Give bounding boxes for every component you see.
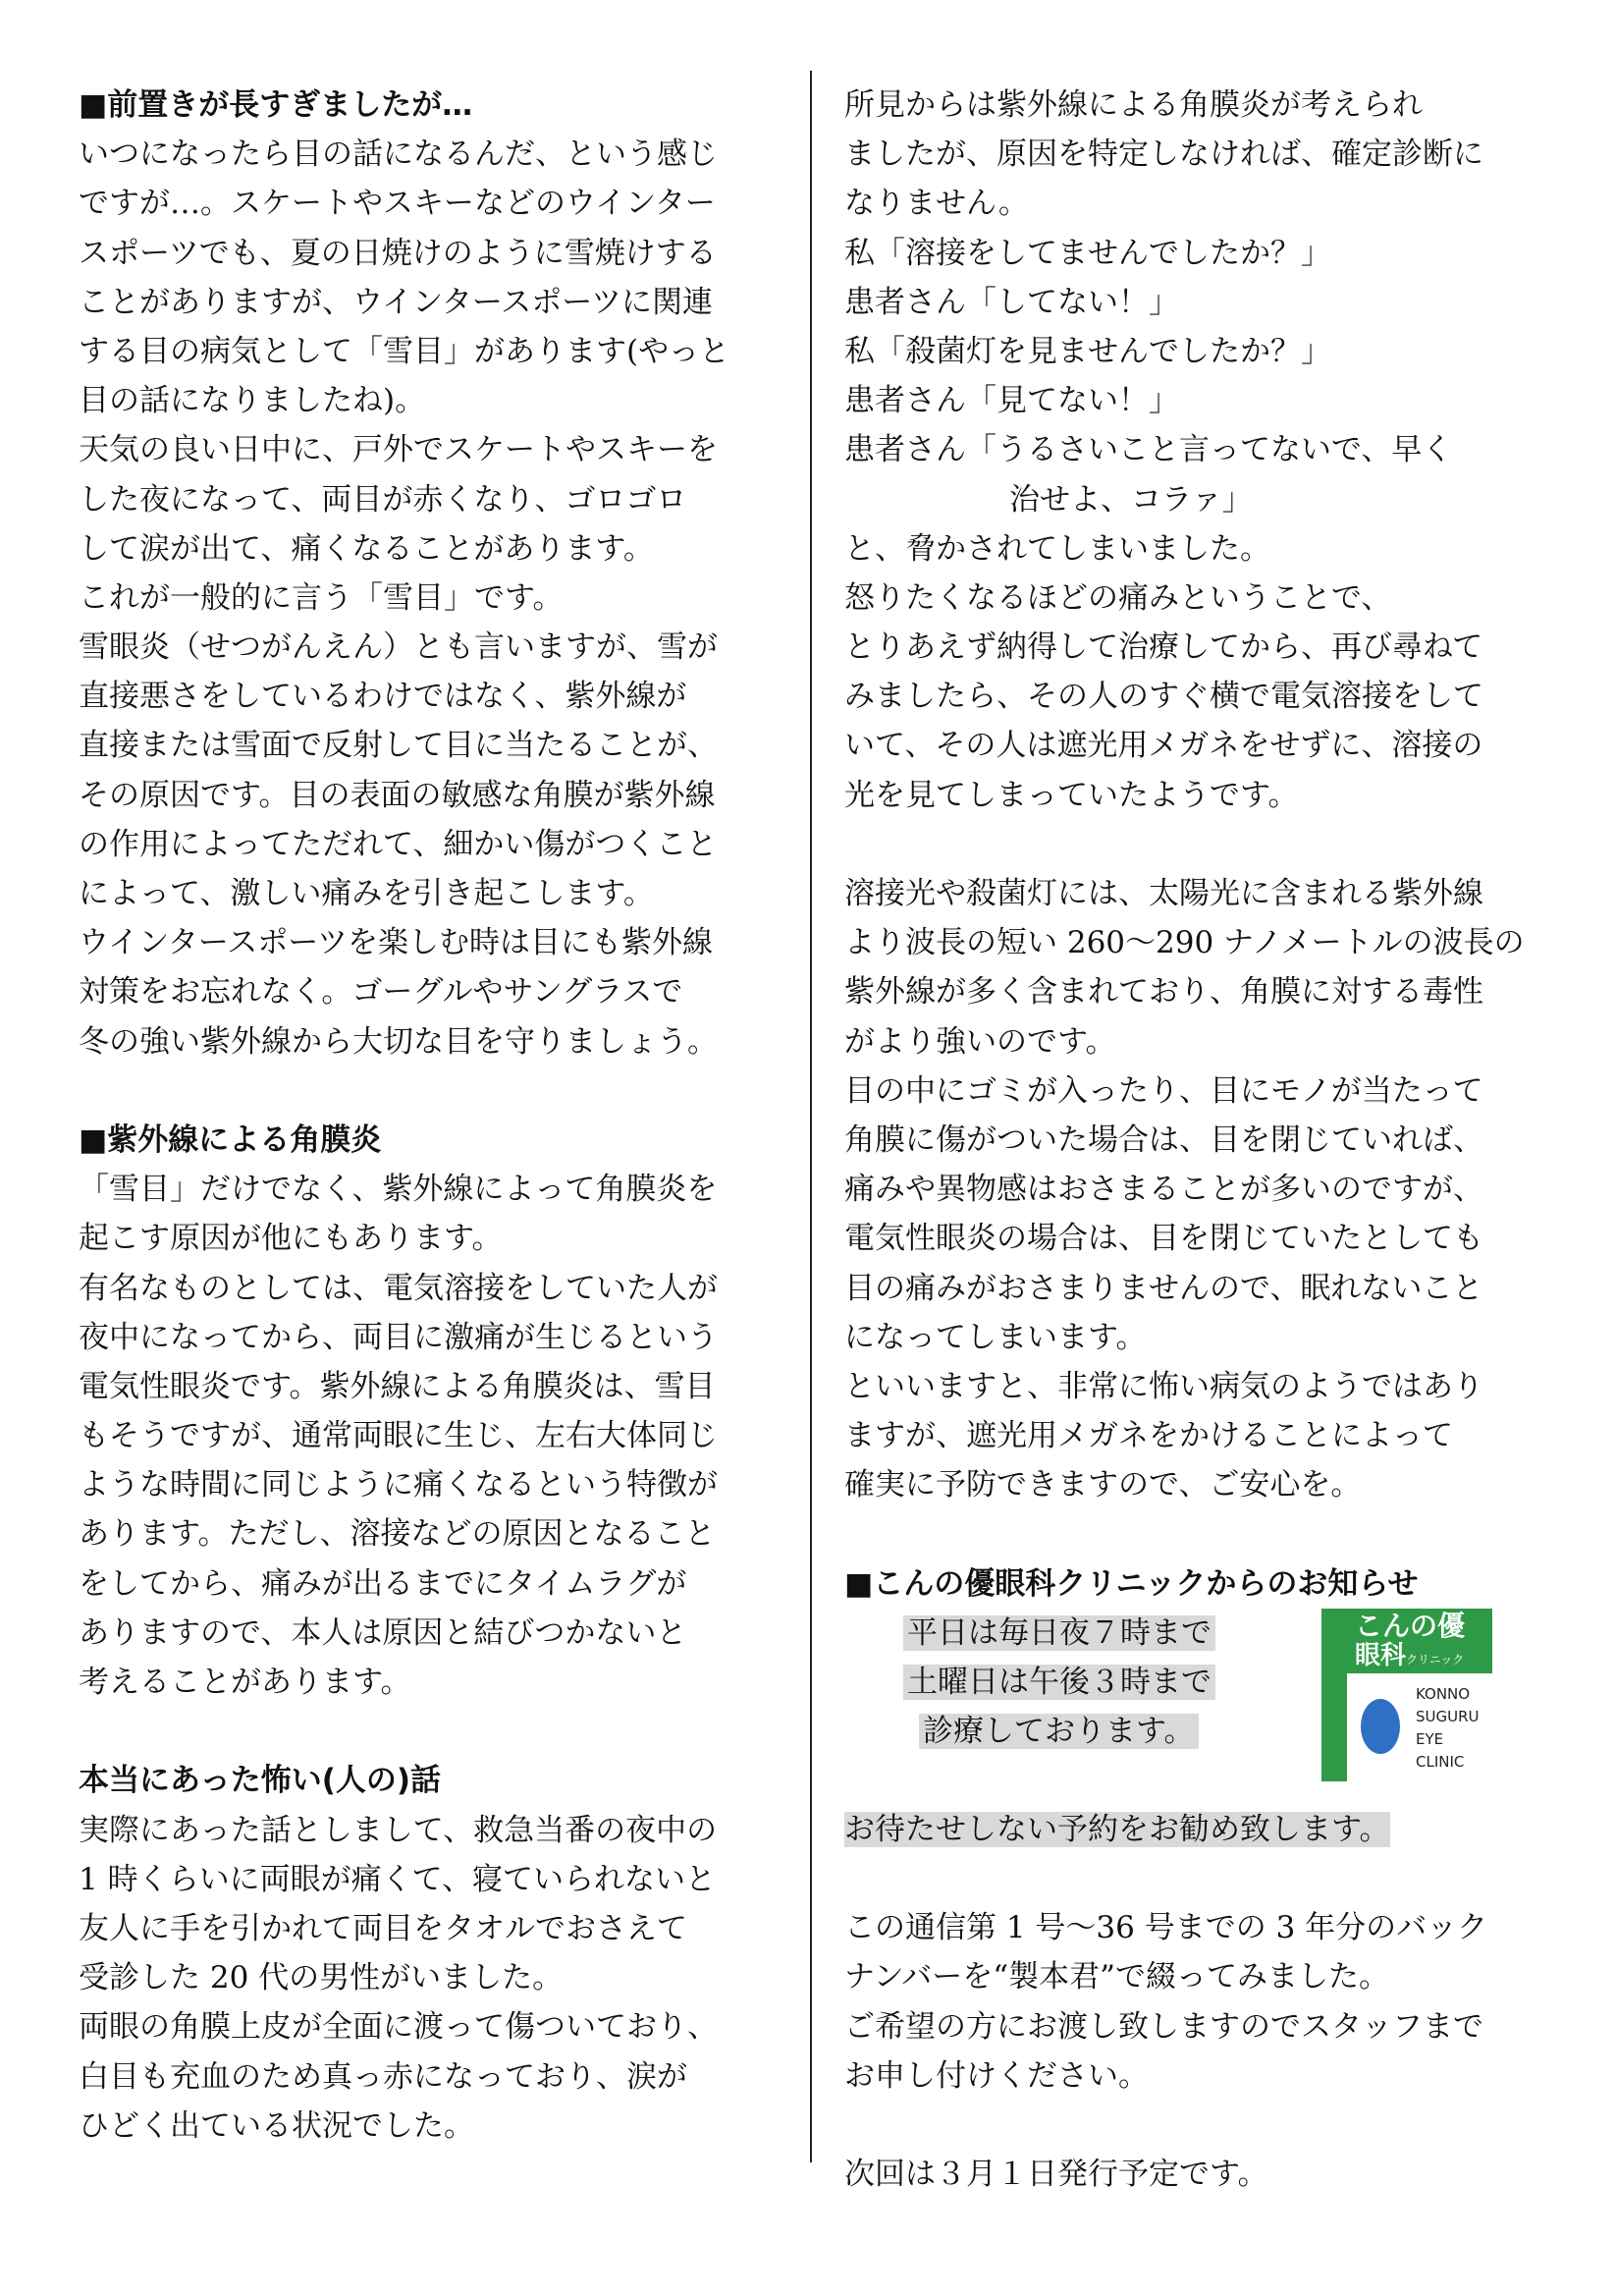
text-line: ような時間に同じように痛くなるという特徴が	[79, 1467, 718, 1503]
text-line: といいますと、非常に怖い病気のようではあり	[844, 1368, 1483, 1404]
hours-saturday: 土曜日は午後３時まで	[903, 1665, 1215, 1700]
text-line: 怒りたくなるほどの痛みということで、	[844, 579, 1392, 616]
text-line: 雪眼炎（せつがんえん）とも言いますが、雪が	[79, 629, 718, 666]
text-line: その原因です。目の表面の敏感な角膜が紫外線	[79, 777, 716, 813]
clinic-hours	[903, 1609, 1215, 1757]
section-heading-preface: ■前置きが長すぎましたが…	[79, 87, 473, 123]
clinic-notice-box	[844, 1609, 1551, 1805]
text-line: 有名なものとしては、電気溶接をしていた人が	[79, 1270, 718, 1306]
text-line: 患者さん「見てない！」	[844, 383, 1179, 419]
text-line: 対策をお忘れなく。ゴーグルやサングラスで	[79, 974, 683, 1011]
text-line: 考えることがあります。	[79, 1665, 411, 1700]
text-line: お申し付けください。	[844, 2057, 1149, 2094]
text-line: 友人に手を引かれて両目をタオルでおさえて	[79, 1910, 687, 1946]
text-line: 受診した 20 代の男性がいました。	[79, 1960, 564, 1996]
text-line: 所見からは紫外線による角膜炎が考えられ	[844, 87, 1423, 123]
text-line: 溶接光や殺菌灯には、太陽光に含まれる紫外線	[844, 876, 1483, 911]
uv-keratitis-paragraph	[79, 1165, 776, 1707]
text-line: 目の痛みがおさまりませんので、眠れないこと	[844, 1270, 1483, 1306]
text-line: 私「殺菌灯を見ませんでしたか？」	[844, 333, 1331, 369]
text-line: になってしまいます。	[844, 1319, 1147, 1355]
text-line: して涙が出て、痛くなることがあります。	[79, 530, 654, 567]
text-line: なりません。	[844, 186, 1029, 222]
text-line: より波長の短い 260～290 ナノメートルの波長の	[844, 925, 1525, 961]
text-line: 電気性眼炎です。紫外線による角膜炎は、雪目	[79, 1368, 716, 1404]
text-line: 天気の良い日中に、戸外でスケートやスキーを	[79, 432, 718, 468]
text-line: いて、その人は遮光用メガネをせずに、溶接の	[844, 728, 1483, 764]
logo-english-name: KONNO SUGURU EYE CLINIC	[1416, 1684, 1480, 1771]
section-heading-true-story: 本当にあった怖い(人の)話	[79, 1763, 442, 1799]
next-issue-note: 次回は３月１日発行予定です。	[844, 2157, 1268, 2193]
story-dialog-indent: 治せよ、コラァ」	[1009, 481, 1253, 518]
text-line: ことがありますが、ウインタースポーツに関連	[79, 284, 714, 320]
text-line: 起こす原因が他にもあります。	[79, 1221, 503, 1257]
text-line: 目の話になりましたね)。	[79, 383, 426, 419]
text-line: みましたら、その人のすぐ横で電気溶接をして	[844, 679, 1483, 715]
text-line: 1 時くらいに両眼が痛くて、寝ていられないと	[79, 1861, 716, 1897]
text-line: 紫外線が多く含まれており、角膜に対する毒性	[844, 974, 1483, 1011]
text-line: をしてから、痛みが出るまでにタイムラグが	[79, 1565, 687, 1602]
text-line: 白目も充血のため真っ赤になっており、涙が	[79, 2058, 687, 2095]
story-continued-paragraph	[844, 81, 1551, 475]
text-line: によって、激しい痛みを引き起こします。	[79, 876, 654, 911]
text-line: 角膜に傷がついた場合は、目を閉じていれば、	[844, 1121, 1483, 1158]
text-line: 痛みや異物感はおさまることが多いのですが、	[844, 1172, 1483, 1208]
text-line: 実際にあった話としまして、救急当番の夜中の	[79, 1812, 718, 1848]
text-line: これが一般的に言う「雪目」です。	[79, 579, 564, 616]
text-line: 直接または雪面で反射して目に当たることが、	[79, 728, 718, 764]
text-line: とりあえず納得して治療してから、再び尋ねて	[844, 629, 1483, 666]
welding-light-paragraph	[844, 869, 1551, 1509]
clinic-logo	[1321, 1609, 1492, 1781]
text-line: 直接悪さをしているわけではなく、紫外線が	[79, 679, 687, 715]
reservation-recommendation: お待たせしない予約をお勧め致します。	[844, 1811, 1390, 1847]
text-line: ありますので、本人は原因と結びつかないと	[79, 1614, 687, 1651]
text-line: ひどく出ている状況でした。	[79, 2107, 474, 2144]
text-line: 目の中にゴミが入ったり、目にモノが当たって	[844, 1072, 1483, 1109]
logo-name-line2: 眼科クリニック	[1355, 1640, 1465, 1670]
text-line: もそうですが、通常両眼に生じ、左右大体同じ	[79, 1418, 718, 1454]
text-line: した夜になって、両目が赤くなり、ゴロゴロ	[79, 481, 687, 518]
text-line: ナンバーを“製本君”で綴ってみました。	[844, 1959, 1389, 1995]
text-line: 患者さん「してない！」	[844, 284, 1179, 320]
text-line: ましたが、原因を特定しなければ、確定診断に	[844, 137, 1483, 173]
text-line: ウインタースポーツを楽しむ時は目にも紫外線	[79, 925, 714, 961]
text-line: 患者さん「うるさいこと言ってないで、早く	[844, 432, 1453, 468]
text-line: の作用によってただれて、細かい傷がつくこと	[79, 826, 718, 862]
section-heading-clinic-notice: ■こんの優眼科クリニックからのお知らせ	[844, 1565, 1419, 1602]
hours-note: 診療しております。	[919, 1714, 1199, 1749]
text-line: 「雪目」だけでなく、紫外線によって角膜炎を	[79, 1172, 718, 1208]
text-line: 夜中になってから、両目に激痛が生じるという	[79, 1319, 718, 1355]
text-line: この通信第 1 号～36 号までの 3 年分のバック	[844, 1910, 1488, 1946]
text-line: 確実に予防できますので、ご安心を。	[844, 1467, 1362, 1503]
logo-green-bar	[1321, 1609, 1347, 1781]
story-conclusion-paragraph	[844, 524, 1551, 820]
logo-name-line1: こんの優	[1355, 1609, 1466, 1642]
column-divider	[810, 71, 812, 2162]
text-line: あります。ただし、溶接などの原因となること	[79, 1516, 716, 1553]
left-column	[79, 81, 776, 2151]
text-line: ますが、遮光用メガネをかけることによって	[844, 1418, 1453, 1454]
text-line: ご希望の方にお渡し致しますのでスタッフまで	[844, 2008, 1483, 2045]
text-line: 電気性眼炎の場合は、目を閉じていたとしても	[844, 1221, 1483, 1257]
text-line: 冬の強い紫外線から大切な目を守りましょう。	[79, 1023, 718, 1060]
text-line: いつになったら目の話になるんだ、という感じ	[79, 137, 718, 173]
true-story-paragraph	[79, 1806, 776, 2151]
right-column	[844, 81, 1551, 2199]
preface-paragraph	[79, 130, 776, 1066]
text-line: がより強いのです。	[844, 1023, 1116, 1060]
back-numbers-paragraph	[844, 1903, 1551, 2101]
text-line: 光を見てしまっていたようです。	[844, 777, 1299, 813]
text-line: する目の病気として「雪目」があります(やっと	[79, 333, 730, 369]
text-line: スポーツでも、夏の日焼けのように雪焼けする	[79, 235, 717, 271]
text-line: 私「溶接をしてませんでしたか？」	[844, 235, 1331, 271]
hours-weekday: 平日は毎日夜７時まで	[903, 1615, 1215, 1651]
logo-eye-icon	[1361, 1699, 1400, 1754]
text-line: 両眼の角膜上皮が全面に渡って傷ついており、	[79, 2009, 718, 2046]
text-line: ですが…。スケートやスキーなどのウインター	[79, 186, 716, 222]
section-heading-uv-keratitis: ■紫外線による角膜炎	[79, 1121, 382, 1158]
text-line: と、脅かされてしまいました。	[844, 530, 1270, 567]
